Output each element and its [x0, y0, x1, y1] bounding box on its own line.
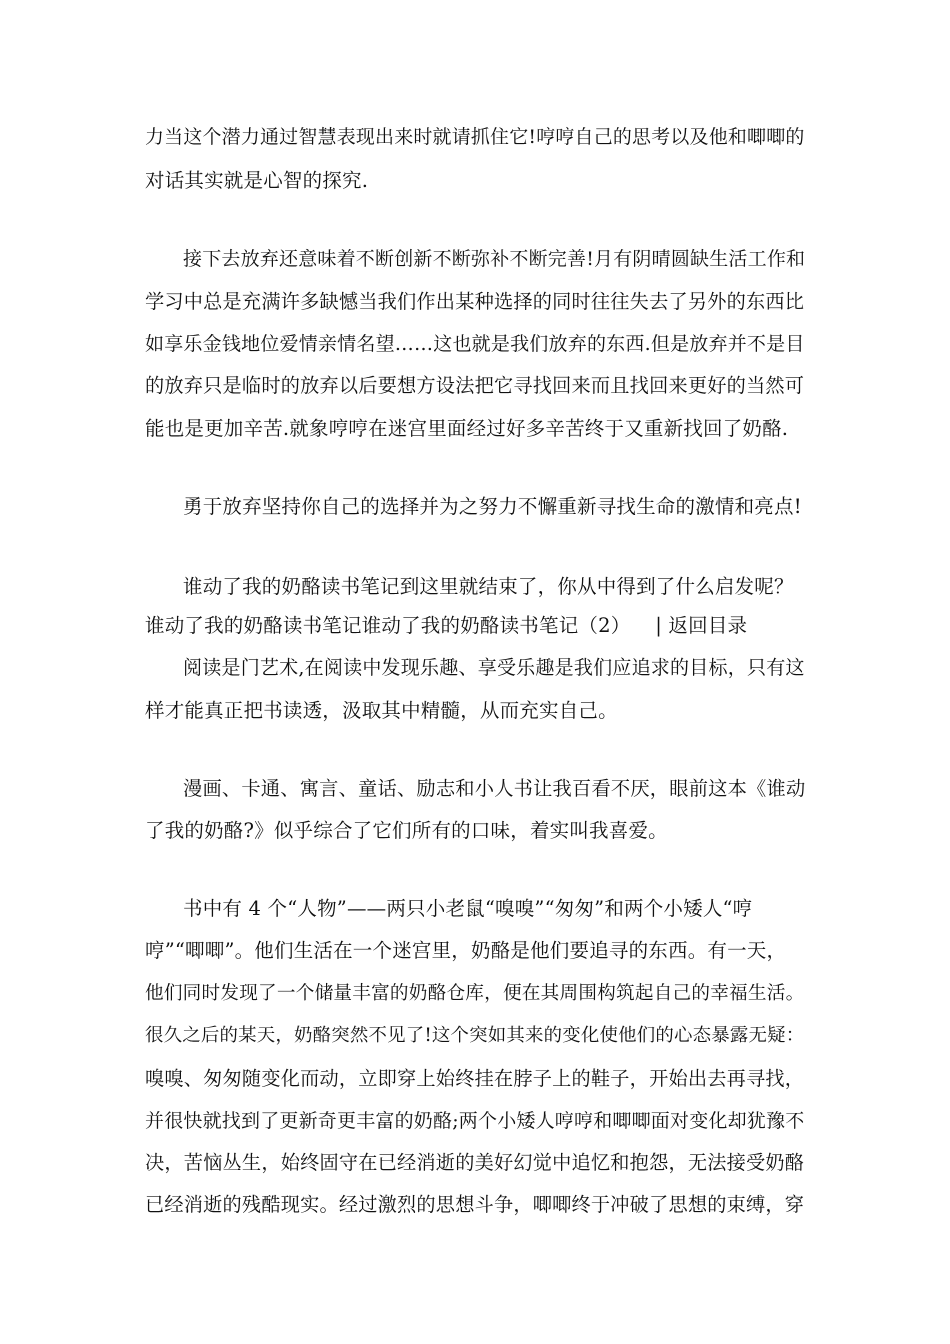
paragraph-line: 学习中总是充满许多缺憾当我们作出某种选择的同时往往失去了另外的东西比 [145, 290, 805, 313]
paragraph-line: 力当这个潜力通过智慧表现出来时就请抓住它!哼哼自己的思考以及他和唧唧的 [145, 126, 805, 148]
separator: | [655, 614, 663, 637]
paragraph-line: 书中有 4 个“人物”——两只小老鼠“嗅嗅”“匆匆”和两个小矮人“哼 [183, 897, 753, 920]
paragraph-line: 很久之后的某天，奶酪突然不见了!这个突如其来的变化使他们的心态暴露无疑： [145, 1025, 805, 1046]
paragraph-line: 能也是更加辛苦.就象哼哼在迷宫里面经过好多辛苦终于又重新找回了奶酪. [145, 417, 789, 440]
paragraph-line: 漫画、卡通、寓言、童话、励志和小人书让我百看不厌，眼前这本《谁动 [183, 777, 806, 800]
paragraph-line: 决，苦恼丛生，始终固守在已经消逝的美好幻觉中追忆和抱怨，无法接受奶酪 [145, 1151, 805, 1174]
paragraph-line: 已经消逝的残酷现实。经过激烈的思想斗争，唧唧终于冲破了思想的束缚，穿 [145, 1193, 805, 1216]
paragraph-line: 对话其实就是心智的探究. [145, 169, 369, 192]
back-to-toc-link[interactable]: 返回目录 [668, 614, 748, 637]
section-heading [145, 613, 747, 639]
paragraph-line: 哼”“唧唧”。他们生活在一个迷宫里，奶酪是他们要追寻的东西。有一天， [145, 939, 787, 962]
paragraph-line: 接下去放弃还意味着不断创新不断弥补不断完善!月有阴晴圆缺生活工作和 [183, 248, 806, 270]
section-title: 谁动了我的奶酪读书笔记谁动了我的奶酪读书笔记（2） [145, 614, 631, 637]
paragraph-line: 嗅嗅、匆匆随变化而动，立即穿上始终挂在脖子上的鞋子，开始出去再寻找， [145, 1067, 805, 1090]
paragraph-line: 如享乐金钱地位爱情亲情名望……这也就是我们放弃的东西.但是放弃并不是目 [145, 333, 805, 355]
paragraph-line: 并很快就找到了更新奇更丰富的奶酪;两个小矮人哼哼和唧唧面对变化却犹豫不 [145, 1110, 805, 1132]
paragraph-line: 勇于放弃坚持你自己的选择并为之努力不懈重新寻找生命的激情和亮点! [183, 495, 802, 518]
paragraph-line: 谁动了我的奶酪读书笔记到这里就结束了，你从中得到了什么启发呢？ [183, 575, 794, 598]
paragraph-line: 阅读是门艺术,在阅读中发现乐趣、享受乐趣是我们应追求的目标，只有这 [183, 657, 805, 679]
paragraph-line: 了我的奶酪?》似乎综合了它们所有的口味，着实叫我喜爱。 [145, 819, 668, 842]
paragraph-line: 样才能真正把书读透，汲取其中精髓，从而充实自己。 [145, 699, 618, 722]
paragraph-line: 他们同时发现了一个储量丰富的奶酪仓库，便在其周围构筑起自己的幸福生活。 [145, 983, 805, 1004]
paragraph-line: 的放弃只是临时的放弃以后要想方设法把它寻找回来而且找回来更好的当然可 [145, 374, 805, 397]
